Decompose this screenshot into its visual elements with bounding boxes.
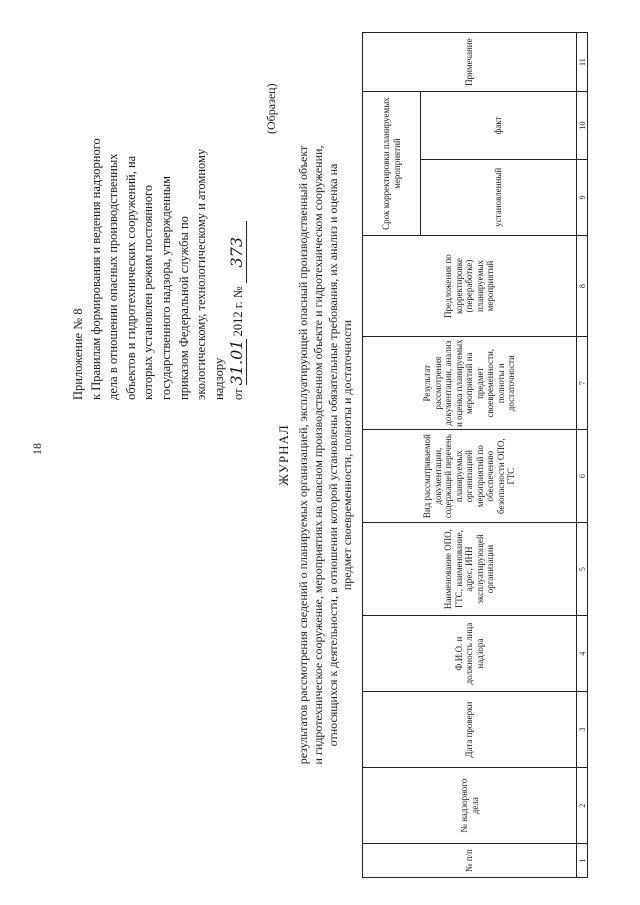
appendix-line: приказом Федеральной службы по xyxy=(176,216,191,400)
handwritten-order-number: 373 xyxy=(228,221,247,283)
header-cell-inspector: Ф.И.О. и должность лица надзора xyxy=(363,616,577,692)
appendix-line: экологическому, технологическому и атомному xyxy=(194,148,209,400)
appendix-line: которых установлен режим постоянного xyxy=(141,184,156,400)
date-year-suffix: 2012 г. № xyxy=(231,286,246,337)
column-number: 10 xyxy=(577,92,588,160)
appendix-line: объектов и гидротехнических сооружений, на xyxy=(123,155,138,400)
subtitle-line: и гидротехническое сооружение, мероприятиях на опасном производственном объекте и гидротехническом сооружении, xyxy=(310,145,325,765)
date-prefix: от xyxy=(231,388,246,400)
appendix-block xyxy=(70,70,248,400)
column-number: 9 xyxy=(577,159,588,235)
page-number: 18 xyxy=(30,443,44,455)
appendix-line: надзору xyxy=(211,357,226,400)
appendix-title: Приложение № 8 xyxy=(71,308,85,400)
journal-title: ЖУРНАЛ xyxy=(276,424,291,486)
column-number: 3 xyxy=(577,692,588,768)
column-number: 4 xyxy=(577,616,588,692)
journal-subtitle xyxy=(296,20,355,890)
header-cell-case-number: № надзорного дела xyxy=(363,768,577,844)
header-cell-note: Примечание xyxy=(363,33,577,92)
column-number: 5 xyxy=(577,523,588,616)
subtitle-line: результатов рассмотрения сведений о планируемых организацией, эксплуатирующей опасный производственный объект xyxy=(296,145,310,765)
header-cell-document-type: Вид рассматриваемой документации, содержащей перечень планируемых организацией мероприятий по обеспечению безопасности ОПО, ГТС xyxy=(363,430,577,523)
appendix-line: государственного надзора, утвержденным xyxy=(158,175,173,400)
appendix-line: дела в отношении опасных производственных xyxy=(106,153,121,400)
column-number-row xyxy=(577,33,588,878)
subtitle-line: относящихся к деятельности, в отношении которой установлены обязательные требования, их анализ и оценка на xyxy=(325,163,340,747)
rotated-page-content xyxy=(50,20,590,890)
column-number: 11 xyxy=(577,33,588,92)
subtitle-line: предмет своевременности, полноты и достаточности xyxy=(340,319,355,591)
order-date-line xyxy=(228,70,248,400)
header-cell-deadline-actual: факт xyxy=(421,92,577,160)
header-cell-correction-deadline: Срок корректировки планируемых мероприятий xyxy=(363,92,421,236)
header-cell-proposals: Предложения по корректировке (переработке) планируемых мероприятий xyxy=(363,235,577,336)
header-cell-number: № п/п xyxy=(363,844,577,878)
header-cell-facility: Наименование ОПО, ГТС, наименование, адрес, ИНН эксплуатирующей организации xyxy=(363,523,577,616)
column-number: 1 xyxy=(577,844,588,878)
column-number: 8 xyxy=(577,235,588,336)
column-number: 7 xyxy=(577,337,588,430)
handwritten-date: 31.01 xyxy=(227,339,247,386)
header-cell-deadline-set: установленный xyxy=(421,159,577,235)
header-cell-inspection-date: Дата проверки xyxy=(363,692,577,768)
sample-label: (Образец) xyxy=(264,83,278,134)
column-number: 6 xyxy=(577,430,588,523)
journal-table xyxy=(362,32,588,878)
appendix-line: к Правилам формирования и ведения надзорного xyxy=(88,138,103,400)
column-number: 2 xyxy=(577,768,588,844)
header-cell-review-result: Результат рассмотрения документации, анализ и оценка планируемых мероприятий на предмет своевременности, полноты и достаточности xyxy=(363,337,577,430)
